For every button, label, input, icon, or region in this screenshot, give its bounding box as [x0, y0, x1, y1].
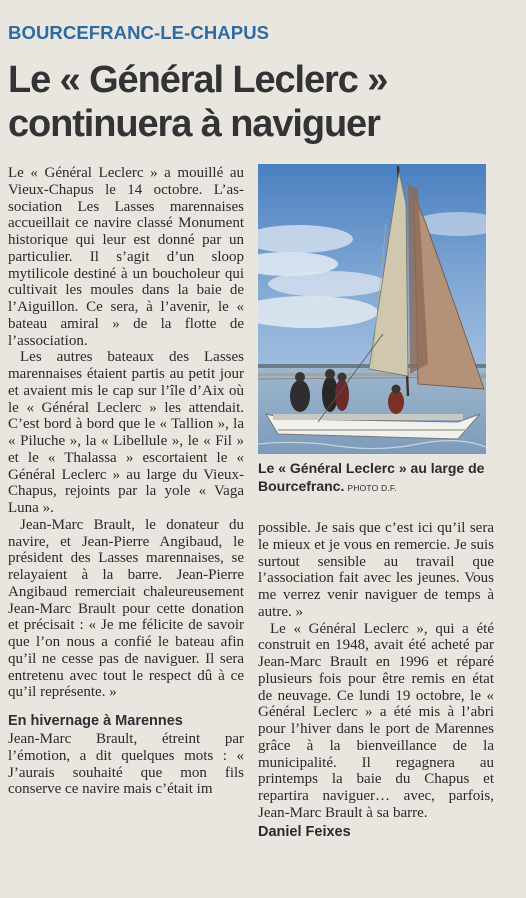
paragraph-5: possible. Je sais que c’est ici qu’il sera le mieux et je vous en remercie. Je suis surtout sensible au travail que l’association fait avec les jeunes. Vous me verrez venir naviguer de temps à autre. »	[258, 520, 494, 620]
photo-caption-text: Le « Général Leclerc » au large de Bourcefranc.	[258, 460, 485, 494]
paragraph-3: Jean-Marc Brault, le donateur du navire, et Jean-Pierre Angibaud, le président des Lasses marennaises, se relayaient à la barre. Jean-Pierre Angibaud remerciait chaleureusement Jean-Marc Brault pour cette donation et précisait : « Je me félicite de savoir que l’on nous a confié le bateau afin qu’il ne cesse pas de naviguer. Il sera entretenu avec tout le respect dû à ce qu’il représente. »	[8, 516, 244, 701]
section-subheading: En hivernage à Marennes	[8, 713, 183, 729]
sailboat-photo	[258, 164, 486, 454]
paragraph-4: Jean-Marc Brault, étreint par l’émotion, a dit quelques mots : « J’aurais souhaité que mon fils conserve ce navire mais c’était im	[8, 731, 244, 798]
section-kicker: BOURCEFRANC-LE-CHAPUS	[8, 22, 270, 43]
sailboat-illustration	[258, 164, 486, 454]
article-headline: Le « Général Leclerc » continuera à naviguer	[8, 59, 388, 145]
paragraph-1: Le « Général Leclerc » a mouillé au Vieux-Chapus le 14 octobre. L’association Les Lasses marennaises accueillait ce navire classé Monument historique qui leur est donné par un particulier. Il s’agit d’un sloop mytilicole destiné à un boucholeur qui cultivait les moules dans la baie de l’Aiguillon. Ce sera, à l’avenir, le « bateau amiral » de la flotte de l’association.	[8, 165, 244, 349]
photo-credit: PHOTO D.F.	[347, 483, 397, 493]
article-column-2	[258, 520, 494, 841]
author-byline: Daniel Feixes	[258, 823, 351, 840]
paragraph-2: Les autres bateaux des Lasses marennaises étaient partis au petit jour et avaient mis le cap sur l’île d’Aix où le « Général Leclerc » les attendait. C’est bord à bord que le « Tallion », la « Piluche », la « Libellule », le « Fil » et le « Thalassa » escortaient le « Général Leclerc » au large du Vieux-Chapus, rejoints par la yole « Vaga Luna ».	[8, 349, 244, 516]
article-column-1	[8, 165, 244, 798]
paragraph-6: Le « Général Leclerc », qui a été construit en 1948, avait été acheté par Jean-Marc Brault en 1996 et réparé plusieurs fois pour être remis en état de neuvage. Ce lundi 19 octobre, le « Général Leclerc » a été mis à l’abri pour l’hiver dans le port de Marennes grâce à la bienveillance de la municipalité. Il regagnera au printemps la baie du Chapus et repartira naviguer… avec, parfois, Jean-Marc Brault à sa barre.	[258, 620, 494, 821]
photo-caption	[258, 459, 494, 497]
